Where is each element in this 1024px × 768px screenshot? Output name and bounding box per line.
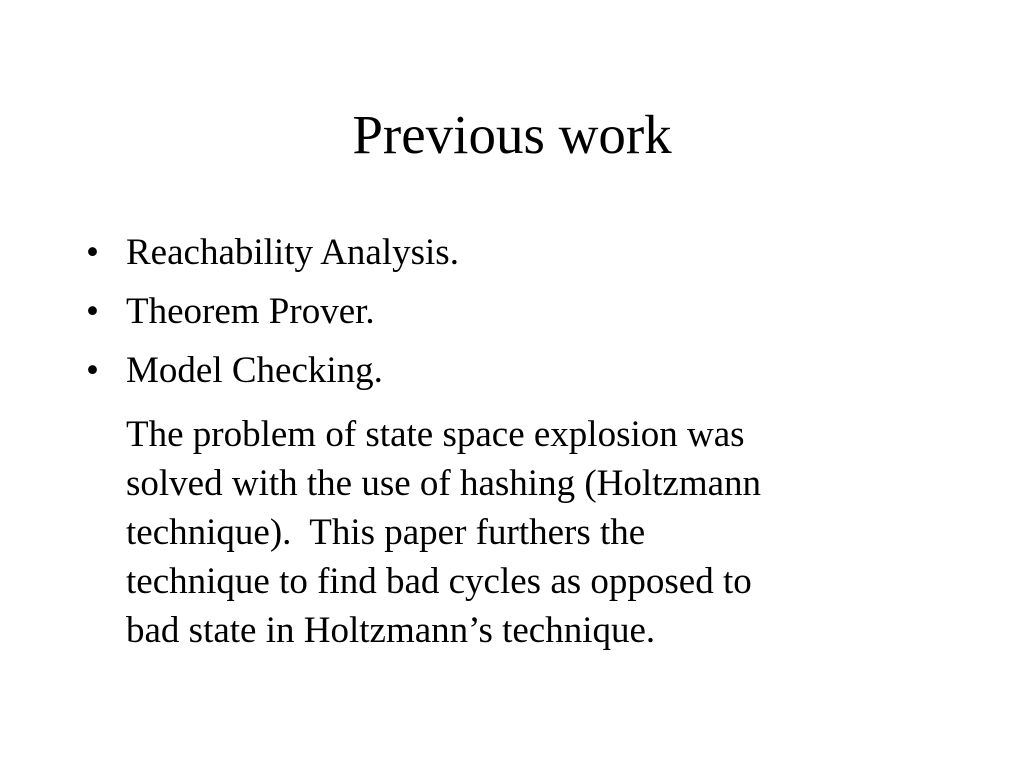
bullet-text: Reachability Analysis.: [126, 232, 459, 273]
list-item: [86, 346, 936, 396]
paragraph-line: technique to find bad cycles as opposed to: [126, 561, 752, 602]
bullet-icon: •: [86, 291, 99, 332]
bullet-text: Model Checking.: [126, 350, 383, 391]
body-paragraph: [126, 410, 926, 655]
bullet-list: [86, 228, 936, 405]
bullet-text: Theorem Prover.: [126, 291, 375, 332]
paragraph-line: technique). This paper furthers the: [126, 512, 646, 553]
bullet-icon: •: [86, 350, 99, 391]
list-item: [86, 287, 936, 337]
list-item: [86, 228, 936, 278]
slide-title: Previous work: [352, 104, 672, 165]
paragraph-line: The problem of state space explosion was: [126, 414, 745, 455]
paragraph-line: bad state in Holtzmann’s technique.: [126, 610, 656, 651]
paragraph-line: solved with the use of hashing (Holtzmann: [126, 463, 762, 504]
bullet-icon: •: [86, 232, 99, 273]
